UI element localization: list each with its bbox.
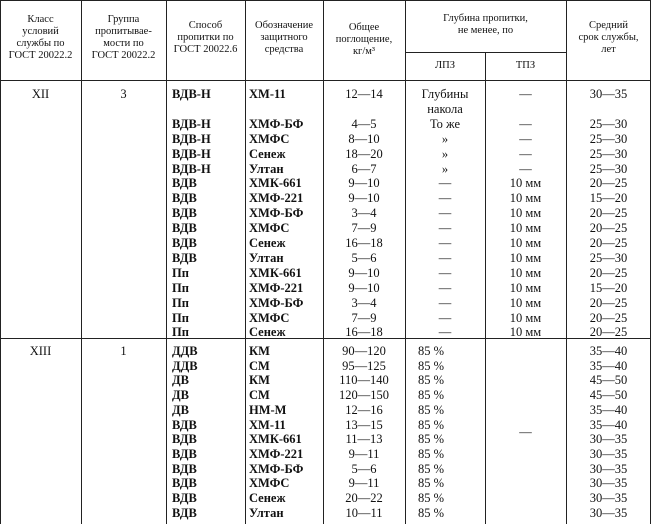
life-cell: 35—40	[589, 358, 628, 373]
class-cell: XII	[31, 87, 50, 101]
absorption-cell: 5—6	[351, 461, 377, 476]
agent-cell: СМ	[249, 388, 270, 403]
method-cell: ДВ	[172, 388, 189, 403]
tpz-cell: —	[519, 131, 532, 146]
absorption-cell: 5—6	[351, 250, 377, 265]
absorption-cell: 7—9	[351, 221, 377, 236]
header-lpz: ЛПЗ	[435, 60, 455, 71]
tpz-cell: —	[519, 116, 532, 131]
life-cell: 25—30	[589, 146, 628, 161]
header-group: Группа пропитывае- мости по ГОСТ 20022.2	[91, 14, 156, 61]
method-cell: ВДВ	[172, 176, 197, 191]
lpz-cell: 85 %	[418, 358, 445, 373]
method-cell: Пп	[172, 325, 189, 340]
col-divider	[245, 0, 246, 524]
row-divider	[405, 52, 566, 53]
agent-cell: ХМФС	[249, 131, 290, 146]
agent-cell: Ултан	[249, 250, 284, 265]
absorption-cell: 9—11	[348, 476, 380, 491]
lpz-cell: —	[438, 310, 452, 325]
col-divider	[166, 0, 167, 524]
agent-cell: ХМК-661	[249, 432, 302, 447]
life-cell: 20—25	[589, 236, 628, 250]
agent-cell: Ултан	[249, 161, 284, 176]
lpz-cell: 85 %	[418, 491, 445, 505]
method-cell: ВДВ	[172, 206, 197, 221]
tpz-cell: 10 мм	[509, 176, 542, 191]
method-cell: ДВ	[172, 373, 189, 388]
life-cell: 15—20	[589, 280, 628, 295]
lpz-cell: —	[438, 250, 452, 265]
header-life: Средний срок службы, лет	[578, 20, 639, 55]
agent-cell: ХМФ-БФ	[249, 206, 304, 221]
lpz-cell: 85 %	[418, 505, 445, 520]
lpz-cell: »	[441, 146, 449, 161]
lpz-cell: 85 %	[418, 476, 445, 491]
lpz-cell: накола	[427, 101, 463, 116]
life-cell: 15—20	[589, 191, 628, 206]
absorption-cell: 9—10	[348, 265, 380, 280]
agent-cell: Сенеж	[249, 236, 286, 250]
method-cell: ВДВ	[172, 432, 197, 447]
method-cell: ВДВ-Н	[172, 146, 211, 161]
absorption-cell: 7—9	[351, 310, 377, 325]
method-cell: ДВ	[172, 402, 189, 417]
life-cell: 20—25	[589, 221, 628, 236]
lpz-cell: Глубины	[421, 87, 469, 101]
method-cell: ДДВ	[172, 344, 198, 358]
absorption-cell: 3—4	[351, 206, 377, 221]
lpz-cell: 85 %	[418, 461, 445, 476]
life-cell: 30—35	[589, 446, 628, 461]
absorption-cell: 18—20	[345, 146, 383, 161]
agent-cell: Сенеж	[249, 146, 286, 161]
tpz-cell: 10 мм	[509, 250, 542, 265]
method-cell: ВДВ	[172, 417, 197, 432]
method-cell: ВДВ	[172, 476, 197, 491]
tpz-cell: 10 мм	[509, 280, 542, 295]
agent-cell: ХМ-11	[249, 417, 286, 432]
life-cell: 30—35	[589, 491, 628, 505]
agent-cell: ХМ-11	[249, 87, 286, 101]
absorption-cell: 9—10	[348, 280, 380, 295]
method-cell: ВДВ-Н	[172, 161, 211, 176]
lpz-cell: —	[438, 221, 452, 236]
absorption-cell: 8—10	[348, 131, 380, 146]
lpz-cell: —	[438, 236, 452, 250]
group-cell: 1	[120, 344, 127, 358]
lpz-cell: —	[438, 206, 452, 221]
method-cell: Пп	[172, 295, 189, 310]
life-cell: 30—35	[589, 476, 628, 491]
absorption-cell: 110—140	[339, 373, 389, 388]
method-cell: Пп	[172, 280, 189, 295]
method-cell: ВДВ	[172, 461, 197, 476]
life-cell: 30—35	[589, 87, 628, 101]
agent-cell: Ултан	[249, 505, 284, 520]
method-cell: ДДВ	[172, 358, 198, 373]
life-cell: 20—25	[589, 325, 628, 340]
agent-cell: ХМФ-221	[249, 280, 304, 295]
agent-cell: ХМФ-БФ	[249, 116, 304, 131]
absorption-cell: 9—11	[348, 446, 380, 461]
absorption-cell: 12—16	[345, 402, 383, 417]
absorption-cell: 4—5	[351, 116, 377, 131]
agent-cell: Сенеж	[249, 491, 286, 505]
lpz-cell: 85 %	[418, 373, 445, 388]
absorption-cell: 120—150	[339, 388, 389, 403]
lpz-cell: »	[441, 131, 449, 146]
agent-cell: ХМФС	[249, 221, 290, 236]
tpz-cell: 10 мм	[509, 221, 542, 236]
tpz-cell: 10 мм	[509, 191, 542, 206]
life-cell: 35—40	[589, 402, 628, 417]
agent-cell: ХМФ-221	[249, 446, 304, 461]
lpz-cell: —	[438, 265, 452, 280]
agent-cell: ХМФС	[249, 310, 290, 325]
absorption-cell: 9—10	[348, 176, 380, 191]
lpz-cell: —	[438, 191, 452, 206]
absorption-cell: 90—120	[342, 344, 386, 358]
life-cell: 25—30	[589, 116, 628, 131]
lpz-cell: 85 %	[418, 344, 445, 358]
method-cell: ВДВ	[172, 236, 197, 250]
header-agent: Обозначение защитного средства	[254, 20, 314, 55]
agent-cell: КМ	[249, 373, 270, 388]
life-cell: 35—40	[589, 344, 628, 358]
method-cell: Пп	[172, 310, 189, 325]
tpz-cell: 10 мм	[509, 295, 542, 310]
col-divider	[81, 0, 82, 524]
life-cell: 25—30	[589, 161, 628, 176]
tpz-merged-cell: —	[519, 425, 532, 439]
tpz-cell: 10 мм	[509, 206, 542, 221]
col-divider	[0, 0, 1, 524]
absorption-cell: 10—11	[345, 505, 383, 520]
life-cell: 45—50	[589, 373, 628, 388]
lpz-cell: »	[441, 161, 449, 176]
absorption-cell: 20—22	[345, 491, 383, 505]
absorption-cell: 9—10	[348, 191, 380, 206]
group-cell: 3	[120, 87, 127, 101]
tpz-cell: 10 мм	[509, 265, 542, 280]
absorption-cell: 13—15	[345, 417, 383, 432]
agent-cell: НМ-М	[249, 402, 287, 417]
header-method: Способ пропитки по ГОСТ 20022.6	[173, 20, 238, 55]
agent-cell: КМ	[249, 344, 270, 358]
life-cell: 25—30	[589, 131, 628, 146]
row-divider	[0, 0, 651, 1]
life-cell: 20—25	[589, 265, 628, 280]
method-cell: ВДВ-Н	[172, 116, 211, 131]
class-cell: XIII	[29, 344, 52, 358]
method-cell: ВДВ	[172, 491, 197, 505]
header-class: Класс условий службы по ГОСТ 20022.2	[8, 14, 73, 61]
absorption-cell: 11—13	[345, 432, 383, 447]
agent-cell: СМ	[249, 358, 270, 373]
life-cell: 45—50	[589, 388, 628, 403]
agent-cell: ХМК-661	[249, 265, 302, 280]
tpz-cell: 10 мм	[509, 236, 542, 250]
absorption-cell: 6—7	[351, 161, 377, 176]
absorption-cell: 3—4	[351, 295, 377, 310]
life-cell: 20—25	[589, 176, 628, 191]
life-cell: 30—35	[589, 461, 628, 476]
life-cell: 30—35	[589, 505, 628, 520]
absorption-cell: 16—18	[345, 325, 383, 340]
lpz-cell: —	[438, 325, 452, 340]
lpz-cell: 85 %	[418, 402, 445, 417]
lpz-cell: —	[438, 176, 452, 191]
lpz-cell: 85 %	[418, 388, 445, 403]
row-divider	[0, 80, 651, 81]
life-cell: 30—35	[589, 432, 628, 447]
life-cell: 20—25	[589, 295, 628, 310]
life-cell: 20—25	[589, 310, 628, 325]
tpz-cell: —	[519, 161, 532, 176]
method-cell: ВДВ-Н	[172, 87, 211, 101]
tpz-cell: —	[519, 87, 532, 101]
method-cell: ВДВ	[172, 221, 197, 236]
life-cell: 20—25	[589, 206, 628, 221]
header-depth: Глубина пропитки, не менее, по	[443, 13, 528, 36]
tpz-cell: 10 мм	[509, 310, 542, 325]
method-cell: ВДВ-Н	[172, 131, 211, 146]
lpz-cell: —	[438, 295, 452, 310]
agent-cell: ХМФ-221	[249, 191, 304, 206]
lpz-cell: 85 %	[418, 417, 445, 432]
method-cell: ВДВ	[172, 505, 197, 520]
life-cell: 35—40	[589, 417, 628, 432]
method-cell: Пп	[172, 265, 189, 280]
absorption-cell: 12—14	[345, 87, 383, 101]
life-cell: 25—30	[589, 250, 628, 265]
header-absorption: Общее поглощение, кг/м³	[335, 22, 393, 57]
agent-cell: ХМФС	[249, 476, 290, 491]
tpz-cell: 10 мм	[509, 325, 542, 340]
header-tpz: ТПЗ	[515, 60, 536, 71]
agent-cell: ХМФ-БФ	[249, 461, 304, 476]
lpz-cell: —	[438, 280, 452, 295]
agent-cell: ХМФ-БФ	[249, 295, 304, 310]
method-cell: ВДВ	[172, 250, 197, 265]
method-cell: ВДВ	[172, 191, 197, 206]
lpz-cell: 85 %	[418, 432, 445, 447]
absorption-cell: 95—125	[342, 358, 386, 373]
absorption-cell: 16—18	[345, 236, 383, 250]
method-cell: ВДВ	[172, 446, 197, 461]
lpz-cell: 85 %	[418, 446, 445, 461]
agent-cell: ХМК-661	[249, 176, 302, 191]
lpz-cell: То же	[429, 116, 461, 131]
agent-cell: Сенеж	[249, 325, 286, 340]
tpz-cell: —	[519, 146, 532, 161]
